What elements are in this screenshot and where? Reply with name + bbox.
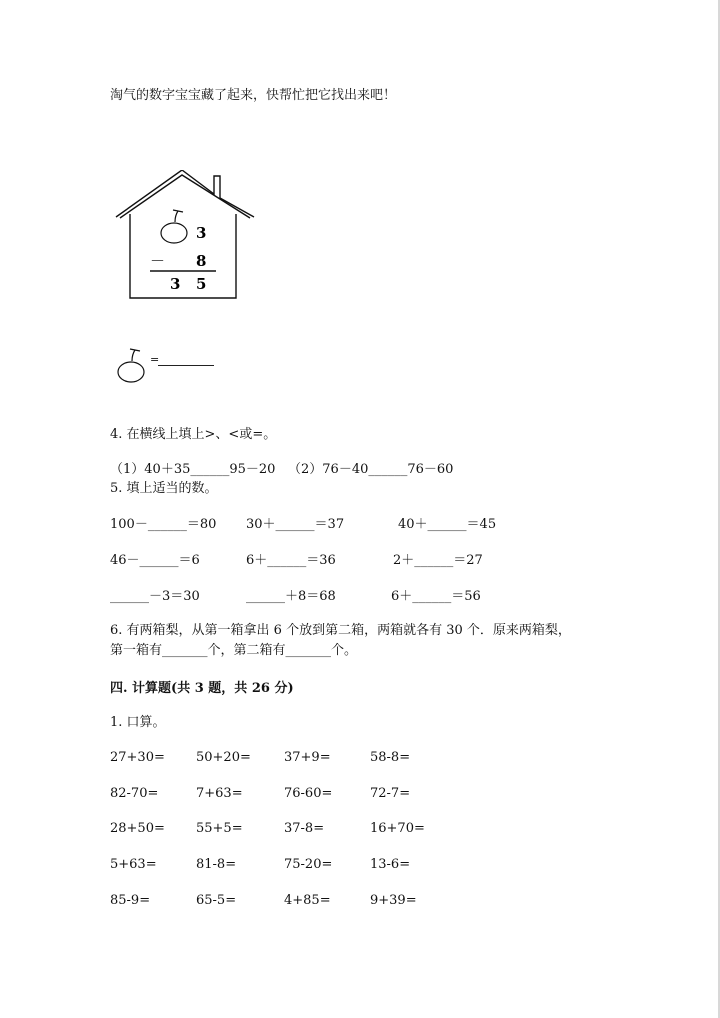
q5-item: 46－______＝6 [110,553,200,568]
house-result-ones: 5 [196,275,207,293]
q5-item: 30＋______＝37 [246,517,345,532]
answer-symbol [114,344,154,386]
q4-part1: （1）40＋35______95－20 [110,462,276,477]
house-minus-sign: － [150,252,166,270]
calc-item: 16+70= [370,821,425,836]
intro-text: 淘气的数字宝宝藏了起来，快帮忙把它找出来吧！ [110,88,397,103]
calc-item: 27+30= [110,750,165,765]
q5-item: 2＋______＝27 [393,553,483,568]
house-result-tens: 3 [170,275,181,293]
calc-item: 75-20= [284,857,333,872]
calc-item: 37+9= [284,750,331,765]
calc-item: 55+5= [196,821,243,836]
q5-item: ______－3＝30 [110,589,200,604]
house-diagram [112,170,262,302]
house-top-digit: 3 [196,224,207,242]
calc-item: 28+50= [110,821,165,836]
q5-title: 5. 填上适当的数。 [110,481,218,496]
calc-item: 72-7= [370,786,411,801]
section4-title: 四. 计算题(共 3 题，共 26 分) [110,681,294,696]
calc-item: 50+20= [196,750,251,765]
calc-item: 76-60= [284,786,333,801]
calc-item: 65-5= [196,893,237,908]
calc-item: 85-9= [110,893,151,908]
q4-title: 4. 在横线上填上>、<或=。 [110,427,277,442]
q6-line2: 第一箱有_______个，第二箱有_______个。 [110,643,358,658]
hidden-digit-symbol [161,210,187,243]
calc-item: 58-8= [370,750,411,765]
calc-item: 5+63= [110,857,157,872]
q5-item: ______＋8＝68 [246,589,336,604]
calc-item: 37-8= [284,821,325,836]
calc-item: 13-6= [370,857,411,872]
house-subtrahend: 8 [196,252,207,270]
calc-item: 7+63= [196,786,243,801]
q4-part2: （2）76－40______76－60 [288,462,454,477]
calc-item: 4+85= [284,893,331,908]
q5-item: 6＋______＝56 [391,589,481,604]
calc-item: 9+39= [370,893,417,908]
q5-item: 100－______＝80 [110,517,217,532]
answer-blank [158,365,214,366]
section4-subtitle: 1. 口算。 [110,715,166,730]
q6-line1: 6. 有两箱梨，从第一箱拿出 6 个放到第二箱，两箱就各有 30 个．原来两箱梨， [110,623,571,638]
q5-item: 6＋______＝36 [246,553,336,568]
calc-item: 81-8= [196,857,237,872]
calc-item: 82-70= [110,786,159,801]
answer-equals: = [150,353,160,366]
q5-item: 40＋______＝45 [398,517,497,532]
